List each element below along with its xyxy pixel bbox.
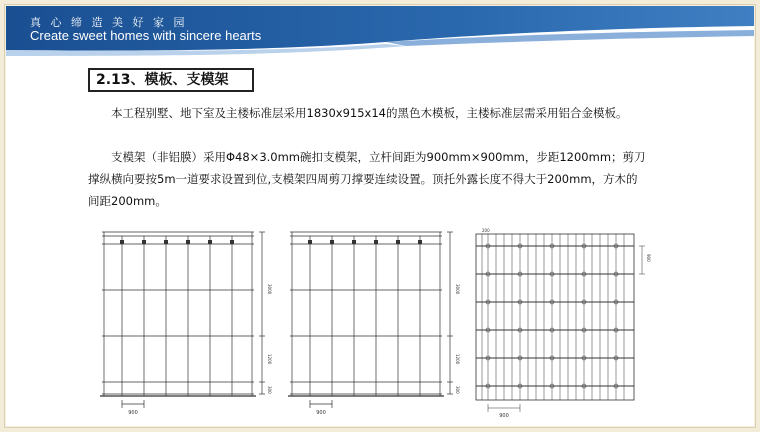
banner-slogan-cn: 真 心 缔 造 美 好 家 园 [30,16,188,29]
slide [6,6,754,426]
elevation-2-dim-mid: 1200 [455,354,460,365]
banner-slogan-en: Create sweet homes with sincere hearts [30,28,262,43]
elevation-1-dim-top: 3000 [267,284,272,295]
elevation-1-dim-mid: 1200 [267,354,272,365]
paragraph-support-frame: 支模架（非铝膜）采用Φ48×3.0mm碗扣支模架，立杆间距为900mm×900mm，步距1200mm；剪刀撑纵横向要按5m一道要求设置到位,支模架四周剪刀撑要连续设置。顶托外露长度不得大于200mm，方木的间距200mm。 [88,150,646,208]
header-banner [6,6,754,58]
elevation-2-dim-top: 3000 [455,284,460,295]
drawings-area [96,224,656,420]
elevation-1-dim-low: 300 [267,386,272,394]
paragraph-formwork: 本工程别墅、地下室及主楼标准层采用1830x915x14的黑色木模板，主楼标准层需采用铝合金模板。 [111,106,628,120]
plan-dim-top: 200 [482,228,490,233]
plan-dim-side: 900 [646,254,651,262]
section-title: 2.13、模板、支模架 [88,68,254,92]
elevation-1-dim-bottom: 900 [128,410,138,416]
plan-drawing [468,224,654,420]
elevation-2-dim-low: 300 [455,386,460,394]
plan-dim-bottom: 900 [499,413,509,419]
elevation-2-dim-bottom: 900 [316,410,326,416]
elevation-drawing-2 [284,224,460,420]
elevation-drawing-1 [96,224,272,420]
